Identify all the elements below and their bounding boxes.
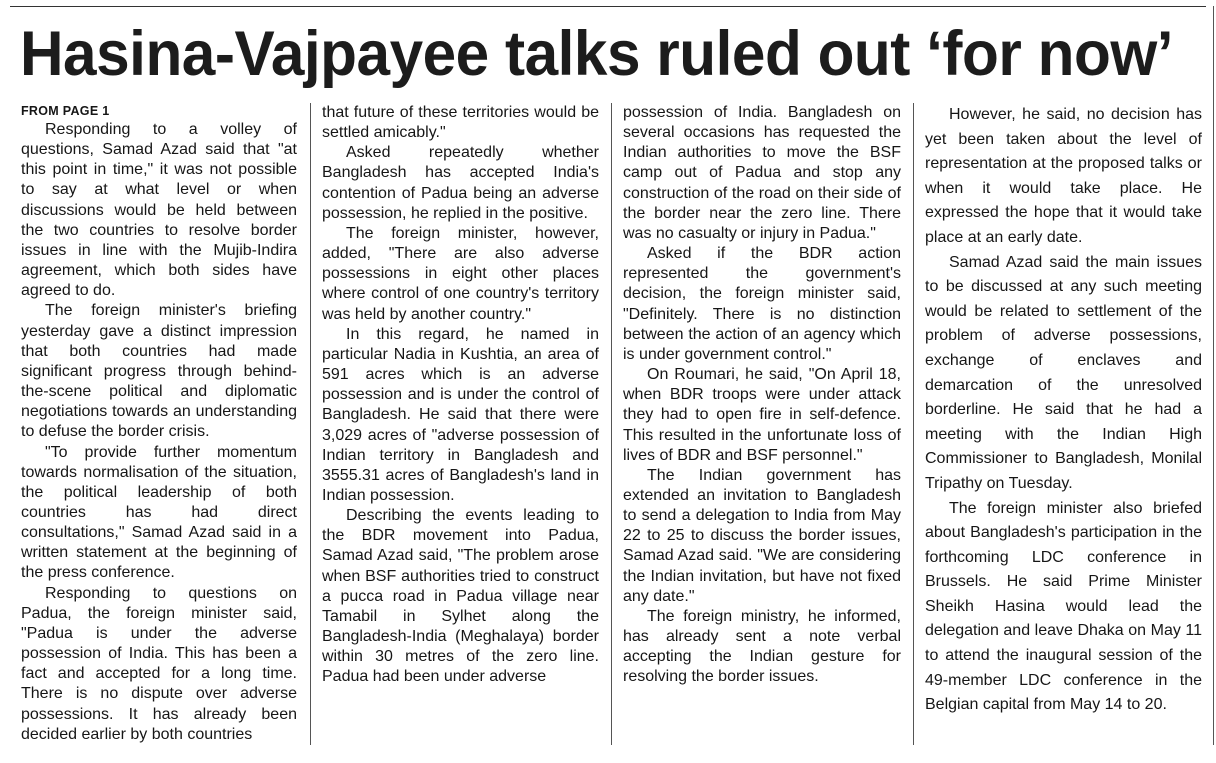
column-divider: [310, 103, 311, 745]
top-rule: [10, 6, 1206, 7]
paragraph: Samad Azad said the main issues to be discussed at any such meeting would be related to settlement of the problem of adverse possessions, exchange of enclaves and demarcation of the unresolved borderline. He said that he had a meeting with the Indian High Commissioner to Bangladesh, Monilal Tripathy on Tuesday.: [925, 253, 1202, 492]
paragraph: Asked if the BDR action represented the government's decision, the foreign minister said, "Definitely. There is no distinction between the action of an agency which is under government control.": [623, 245, 901, 363]
paragraph: "To provide further momentum towards normalisation of the situation, the political leadership of both countries has had direct consultations," Samad Azad said in a written statement at the beginning of the press conference.: [21, 443, 297, 582]
paragraph: In this regard, he named in particular Nadia in Kushtia, an area of 591 acres which is an adverse possession and is under the control of Bangladesh. He said that there were 3,029 acres of "adverse possession of Indian territory in Bangladesh and 3555.31 acres of Bangladesh's land in Indian possession.: [322, 325, 599, 504]
column-divider: [611, 103, 612, 745]
paragraph: The foreign minister, however, added, "There are also adverse possessions in eight other places where control of one country's territory was held by another country.": [322, 224, 599, 323]
paragraph: Asked repeatedly whether Bangladesh has accepted India's contention of Padua being an adverse possession, he replied in the positive.: [322, 144, 599, 222]
from-page-kicker: FROM PAGE 1: [21, 104, 110, 118]
paragraph: that future of these territories would be settled amicably.": [322, 104, 599, 142]
paragraph: The Indian government has extended an invitation to Bangladesh to send a delegation to India from May 22 to 25 to discuss the border issues, Samad Azad said. "We are considering the Indian invitation, but have not fixed any date.": [623, 466, 901, 605]
column-divider: [913, 103, 914, 745]
paragraph: Describing the events leading to the BDR movement into Padua, Samad Azad said, "The problem arose when BSF authorities tried to construct a pucca road in Padua village near Tamabil in Sylhet along the Bangladesh-India (Meghalaya) border within 30 metres of the zero line. Padua had been under adverse: [322, 507, 599, 686]
paragraph: The foreign minister also briefed about Bangladesh's participation in the forthcoming LDC conference in Brussels. He said Prime Minister Sheikh Hasina would lead the delegation and leave Dhaka on May 11 to attend the inaugural session of the 49-member LDC conference in the Belgian capital from May 14 to 20.: [925, 499, 1202, 714]
headline: Hasina-Vajpayee talks ruled out ‘for now’: [20, 19, 1174, 89]
paragraph: The foreign ministry, he informed, has already sent a note verbal accepting the Indian gesture for resolving the border issues.: [623, 607, 901, 686]
paragraph: Responding to questions on Padua, the foreign minister said, "Padua is under the adverse possession of India. This has been a fact and accepted for a long time. There is no dispute over adverse possessions. It has already been decided earlier by both countries: [21, 584, 297, 743]
paragraph: However, he said, no decision has yet been taken about the level of representation at the proposed talks or when it would take place. He expressed the hope that it would take place at an early date.: [925, 106, 1202, 246]
paragraph: On Roumari, he said, "On April 18, when BDR troops were under attack they had to open fire in self-defence. This resulted in the unfortunate loss of lives of BDR and BSF personnel.": [623, 366, 901, 464]
page-edge-rule: [1213, 6, 1214, 745]
paragraph: Responding to a volley of questions, Samad Azad said that "at this point in time," it was not possible to say at what level or when discussions would be held between the two countries to resolve border issues in line with the Mujib-Indira agreement, which both sides have agreed to do.: [21, 121, 297, 300]
paragraph: The foreign minister's briefing yesterday gave a distinct impression that both countries had made significant progress through behind-the-scene political and diplomatic negotiations towards an understanding to defuse the border crisis.: [21, 302, 297, 441]
article-column-1: [21, 103, 297, 745]
article-column-2: [322, 103, 599, 745]
article-column-3: [623, 103, 901, 745]
paragraph: possession of India. Bangladesh on several occasions has requested the Indian authorities to move the BSF camp out of Padua and stop any construction of the road on their side of the border near the zero line. There was no casualty or injury in Padua.": [623, 104, 901, 242]
article-column-4: [925, 103, 1202, 745]
